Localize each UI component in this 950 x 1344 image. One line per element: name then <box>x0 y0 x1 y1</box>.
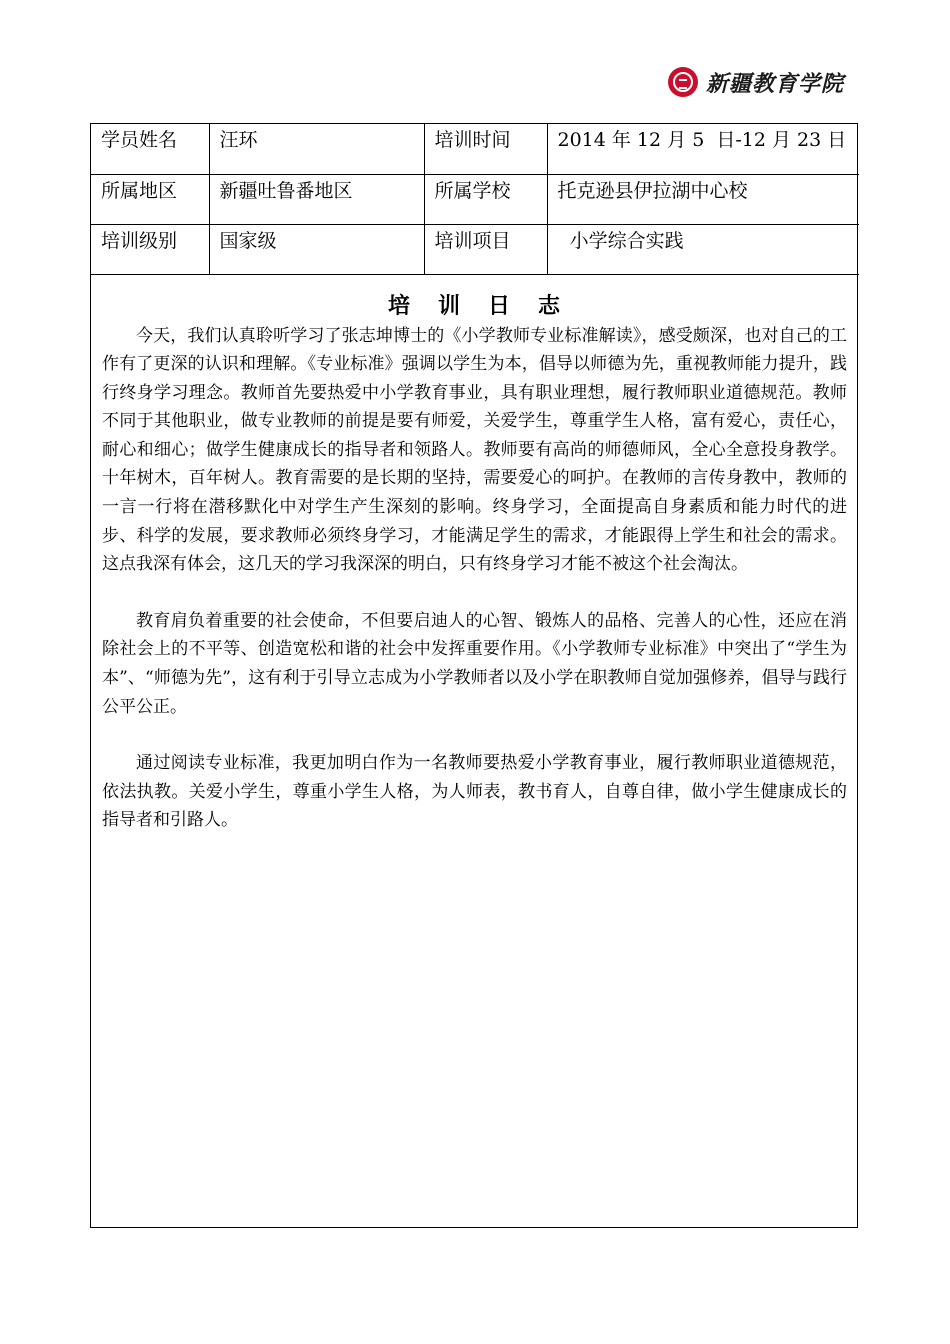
log-body <box>91 322 857 836</box>
value-region: 新疆吐鲁番地区 <box>209 174 424 224</box>
value-training-time: 2014 年 12 月 5 日-12 月 23 日 <box>547 124 859 174</box>
log-title: 培训日志 <box>387 292 588 319</box>
school-seal-icon <box>668 67 698 97</box>
label-school: 所属学校 <box>424 174 547 224</box>
label-region: 所属地区 <box>91 174 209 224</box>
value-training-project: 小学综合实践 <box>547 224 859 274</box>
school-logo <box>668 64 878 100</box>
log-paragraph: 今天，我们认真聆听学习了张志坤博士的《小学教师专业标准解读》，感受颇深，也对自己的工作有了更深的认识和理解。《专业标准》强调以学生为本，倡导以师德为先，重视教师能力提升，践行终身学习理念。教师首先要热爱中小学教育事业，具有职业理想，履行教师职业道德规范。教师不同于其他职业，做专业教师的前提是要有师爱，关爱学生，尊重学生人格，富有爱心，责任心，耐心和细心；做学生健康成长的指导者和领路人。教师要有高尚的师德师风，全心全意投身教学。十年树木，百年树人。教育需要的是长期的坚持，需要爱心的呵护。在教师的言传身教中，教师的一言一行将在潜移默化中对学生产生深刻的影响。终身学习，全面提高自身素质和能力时代的进步、科学的发展，要求教师必须终身学习，才能满足学生的需求，才能跟得上学生和社会的需求。这点我深有体会，这几天的学习我深深的明白，只有终身学习才能不被这个社会淘汰。 <box>102 325 847 575</box>
label-training-project: 培训项目 <box>424 224 547 274</box>
log-paragraph: 教育肩负着重要的社会使命，不但要启迪人的心智、锻炼人的品格、完善人的心性，还应在消除社会上的不平等、创造宽松和谐的社会中发挥重要作用。《小学教师专业标准》中突出了“学生为本”、“师德为先”，这有利于引导立志成为小学教师者以及小学在职教师自觉加强修养，倡导与践行公平公正。 <box>102 610 847 717</box>
log-paragraph: 通过阅读专业标准，我更加明白作为一名教师要热爱小学教育事业，履行教师职业道德规范，依法执教。关爱小学生，尊重小学生人格，为人师表，教书育人，自尊自律，做小学生健康成长的指导者和引路人。 <box>102 753 847 831</box>
table-row <box>91 224 859 274</box>
label-training-time: 培训时间 <box>424 124 547 174</box>
label-training-level: 培训级别 <box>91 224 209 274</box>
value-training-level: 国家级 <box>209 224 424 274</box>
table-row <box>91 174 859 224</box>
training-log-form <box>90 123 858 1228</box>
value-school: 托克逊县伊拉湖中心校 <box>547 174 859 224</box>
school-name: 新疆教育学院 <box>706 70 845 97</box>
trainee-info-table <box>91 124 859 275</box>
table-row <box>91 124 859 174</box>
label-trainee-name: 学员姓名 <box>91 124 209 174</box>
value-trainee-name: 汪环 <box>209 124 424 174</box>
